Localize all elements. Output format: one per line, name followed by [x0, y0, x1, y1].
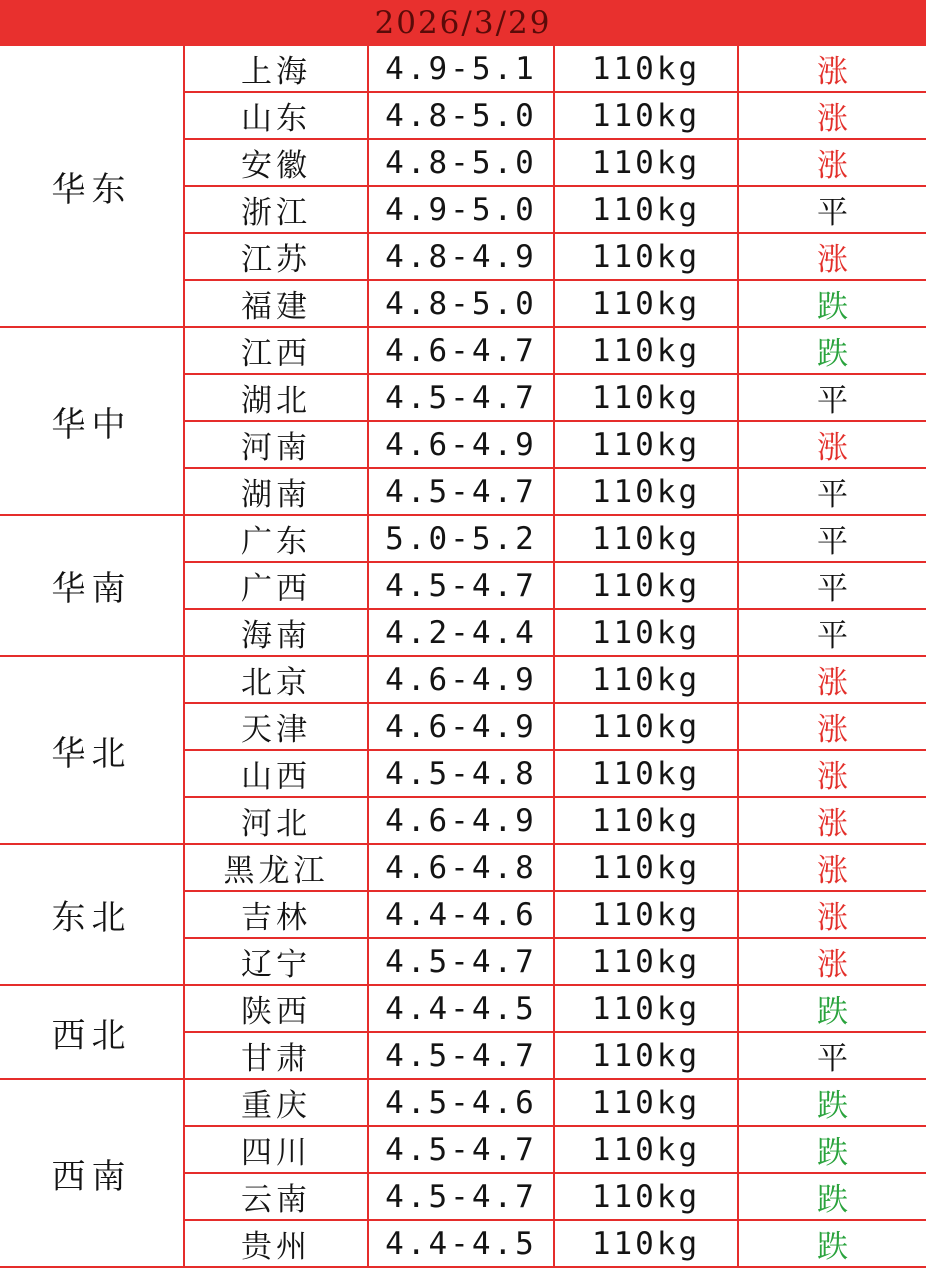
region-cell: 华南 — [0, 515, 184, 656]
weight-cell: 110kg — [554, 374, 738, 421]
trend-cell: 涨 — [738, 703, 926, 750]
trend-cell: 跌 — [738, 1220, 926, 1267]
province-cell: 湖北 — [184, 374, 368, 421]
province-cell: 黑龙江 — [184, 844, 368, 891]
table-row — [0, 46, 926, 92]
trend-cell: 跌 — [738, 1126, 926, 1173]
trend-cell: 涨 — [738, 938, 926, 985]
weight-cell: 110kg — [554, 938, 738, 985]
price-range-cell: 4.2-4.4 — [368, 609, 554, 656]
trend-cell: 平 — [738, 374, 926, 421]
trend-cell: 涨 — [738, 656, 926, 703]
trend-cell: 跌 — [738, 327, 926, 374]
weight-cell: 110kg — [554, 233, 738, 280]
trend-cell: 平 — [738, 609, 926, 656]
price-table — [0, 46, 926, 1268]
weight-cell: 110kg — [554, 186, 738, 233]
weight-cell: 110kg — [554, 844, 738, 891]
trend-cell: 涨 — [738, 797, 926, 844]
weight-cell: 110kg — [554, 1126, 738, 1173]
table-row — [0, 985, 926, 1032]
price-range-cell: 4.8-5.0 — [368, 139, 554, 186]
province-cell: 安徽 — [184, 139, 368, 186]
weight-cell: 110kg — [554, 1173, 738, 1220]
weight-cell: 110kg — [554, 139, 738, 186]
province-cell: 陕西 — [184, 985, 368, 1032]
price-range-cell: 4.5-4.7 — [368, 374, 554, 421]
price-range-cell: 5.0-5.2 — [368, 515, 554, 562]
province-cell: 江西 — [184, 327, 368, 374]
region-cell: 东北 — [0, 844, 184, 985]
weight-cell: 110kg — [554, 1220, 738, 1267]
region-cell: 华中 — [0, 327, 184, 515]
region-cell: 华东 — [0, 46, 184, 327]
province-cell: 浙江 — [184, 186, 368, 233]
weight-cell: 110kg — [554, 1079, 738, 1126]
province-cell: 湖南 — [184, 468, 368, 515]
province-cell: 山东 — [184, 92, 368, 139]
weight-cell: 110kg — [554, 656, 738, 703]
province-cell: 福建 — [184, 280, 368, 327]
price-table-body — [0, 46, 926, 1267]
price-range-cell: 4.5-4.7 — [368, 938, 554, 985]
trend-cell: 涨 — [738, 844, 926, 891]
trend-cell: 跌 — [738, 1173, 926, 1220]
province-cell: 河南 — [184, 421, 368, 468]
price-range-cell: 4.4-4.6 — [368, 891, 554, 938]
province-cell: 海南 — [184, 609, 368, 656]
table-row — [0, 515, 926, 562]
price-range-cell: 4.5-4.7 — [368, 1173, 554, 1220]
province-cell: 上海 — [184, 46, 368, 92]
weight-cell: 110kg — [554, 515, 738, 562]
trend-cell: 跌 — [738, 985, 926, 1032]
trend-cell: 涨 — [738, 421, 926, 468]
weight-cell: 110kg — [554, 1032, 738, 1079]
trend-cell: 平 — [738, 515, 926, 562]
province-cell: 辽宁 — [184, 938, 368, 985]
price-range-cell: 4.5-4.7 — [368, 468, 554, 515]
weight-cell: 110kg — [554, 609, 738, 656]
price-range-cell: 4.6-4.8 — [368, 844, 554, 891]
province-cell: 广东 — [184, 515, 368, 562]
weight-cell: 110kg — [554, 797, 738, 844]
trend-cell: 涨 — [738, 233, 926, 280]
province-cell: 山西 — [184, 750, 368, 797]
price-range-cell: 4.5-4.7 — [368, 562, 554, 609]
report-date: 2026/3/29 — [374, 5, 552, 41]
weight-cell: 110kg — [554, 280, 738, 327]
region-cell: 西北 — [0, 985, 184, 1079]
province-cell: 重庆 — [184, 1079, 368, 1126]
weight-cell: 110kg — [554, 891, 738, 938]
price-range-cell: 4.4-4.5 — [368, 985, 554, 1032]
province-cell: 云南 — [184, 1173, 368, 1220]
table-row — [0, 656, 926, 703]
weight-cell: 110kg — [554, 985, 738, 1032]
trend-cell: 涨 — [738, 750, 926, 797]
price-range-cell: 4.6-4.9 — [368, 421, 554, 468]
trend-cell: 平 — [738, 1032, 926, 1079]
price-range-cell: 4.8-4.9 — [368, 233, 554, 280]
price-range-cell: 4.5-4.7 — [368, 1126, 554, 1173]
weight-cell: 110kg — [554, 92, 738, 139]
province-cell: 四川 — [184, 1126, 368, 1173]
price-range-cell: 4.9-5.1 — [368, 46, 554, 92]
trend-cell: 涨 — [738, 891, 926, 938]
province-cell: 天津 — [184, 703, 368, 750]
trend-cell: 平 — [738, 186, 926, 233]
region-cell: 华北 — [0, 656, 184, 844]
table-row — [0, 327, 926, 374]
date-header-bar — [0, 0, 926, 46]
table-row — [0, 1079, 926, 1126]
price-range-cell: 4.6-4.9 — [368, 703, 554, 750]
weight-cell: 110kg — [554, 468, 738, 515]
price-range-cell: 4.5-4.8 — [368, 750, 554, 797]
province-cell: 河北 — [184, 797, 368, 844]
trend-cell: 平 — [738, 468, 926, 515]
price-range-cell: 4.8-5.0 — [368, 92, 554, 139]
table-row — [0, 844, 926, 891]
trend-cell: 跌 — [738, 1079, 926, 1126]
weight-cell: 110kg — [554, 327, 738, 374]
province-cell: 吉林 — [184, 891, 368, 938]
trend-cell: 涨 — [738, 46, 926, 92]
province-cell: 广西 — [184, 562, 368, 609]
weight-cell: 110kg — [554, 562, 738, 609]
province-cell: 江苏 — [184, 233, 368, 280]
price-range-cell: 4.6-4.7 — [368, 327, 554, 374]
price-range-cell: 4.6-4.9 — [368, 656, 554, 703]
trend-cell: 平 — [738, 562, 926, 609]
weight-cell: 110kg — [554, 46, 738, 92]
price-range-cell: 4.4-4.5 — [368, 1220, 554, 1267]
province-cell: 甘肃 — [184, 1032, 368, 1079]
weight-cell: 110kg — [554, 703, 738, 750]
price-range-cell: 4.9-5.0 — [368, 186, 554, 233]
weight-cell: 110kg — [554, 750, 738, 797]
weight-cell: 110kg — [554, 421, 738, 468]
trend-cell: 跌 — [738, 280, 926, 327]
province-cell: 北京 — [184, 656, 368, 703]
trend-cell: 涨 — [738, 139, 926, 186]
province-cell: 贵州 — [184, 1220, 368, 1267]
price-range-cell: 4.5-4.6 — [368, 1079, 554, 1126]
price-range-cell: 4.5-4.7 — [368, 1032, 554, 1079]
price-range-cell: 4.8-5.0 — [368, 280, 554, 327]
region-cell: 西南 — [0, 1079, 184, 1267]
trend-cell: 涨 — [738, 92, 926, 139]
price-range-cell: 4.6-4.9 — [368, 797, 554, 844]
